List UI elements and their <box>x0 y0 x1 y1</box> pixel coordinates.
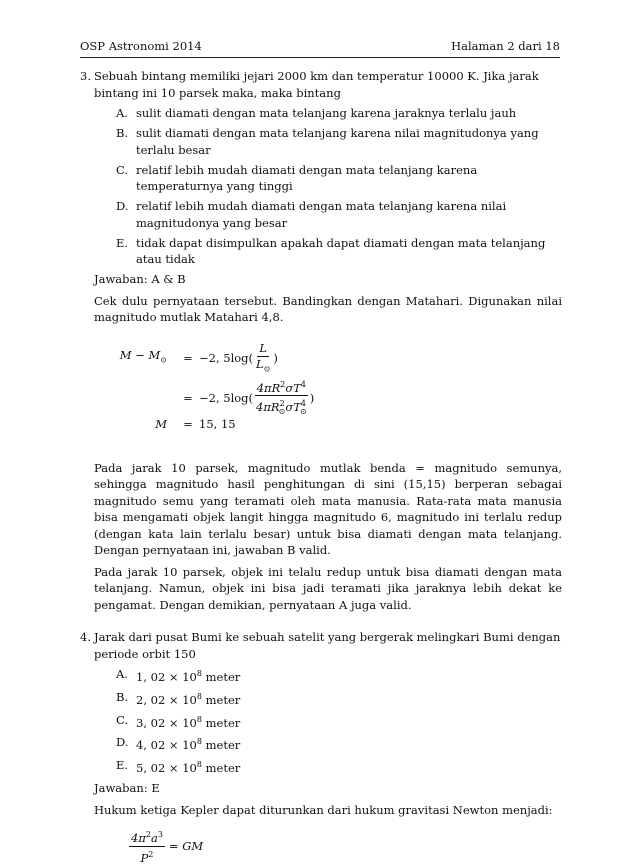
fraction: $\frac{4\pi R^2\sigma T^4}{4\pi R^2_⊙\sigma T^4_⊙}$ <box>256 379 307 417</box>
equation-row-3 <box>94 416 236 433</box>
option-b <box>116 689 562 708</box>
option-label: E. <box>116 235 129 250</box>
option-text: 4, $02 \times 10^8$ meter <box>136 737 241 753</box>
option-label: B. <box>116 126 129 140</box>
option-label: B. <box>116 689 129 704</box>
option-d <box>116 198 562 231</box>
option-label: A. <box>116 106 128 120</box>
equation-row-1 <box>94 342 278 375</box>
answer-line: Jawaban: A & B <box>94 272 186 286</box>
option-text: 1, $02 \times 10^8$ meter <box>136 669 241 684</box>
equals-sign: = <box>183 390 193 405</box>
equation-block <box>94 342 562 442</box>
problem-question: Jarak dari pusat Bumi ke sebuah satelit yang bergerak melingkari Bumi dengan periode orbit 150 <box>94 630 561 661</box>
problem-number: 3. <box>80 69 91 83</box>
option-c <box>116 712 562 731</box>
option-d <box>116 734 562 753</box>
problem-question: Sebuah bintang memiliki jejari 2000 km dan temperatur 10000 K. Jika jarak bintang ini 10 parsek maka, maka bintang <box>94 69 539 100</box>
option-c <box>116 162 562 195</box>
option-text: 5, $02 \times 10^8$ meter <box>136 760 241 776</box>
header-title: OSP Astronomi 2014 <box>80 39 202 53</box>
equation-rhs: −2, 5log( $\frac{L}{L_⊙}$ ) <box>199 340 278 373</box>
answer-line: Jawaban: E <box>94 781 160 796</box>
solution-paragraph-2: Pada jarak 10 parsek, objek ini telalu redup untuk bisa diamati dengan mata telanjang. Namun, objek ini bisa jadi teramati jika jaraknya lebih dekat ke pengamat. Dengan demikian, pernyataan A juga valid. <box>94 564 562 612</box>
equation-lhs: M <box>155 416 167 431</box>
header-page-number: Halaman 2 dari 18 <box>451 39 560 53</box>
problem-4 <box>80 629 562 865</box>
fraction: $\frac{4\pi^2a^3}{P^2}$ <box>131 830 163 865</box>
option-text: 2, $02 \times 10^8$ meter <box>136 691 241 707</box>
option-label: C. <box>116 712 129 727</box>
option-text: sulit diamati dengan mata telanjang karena jaraknya terlalu jauh <box>136 106 517 120</box>
page-header <box>80 39 560 53</box>
option-e <box>116 757 562 776</box>
problem-3 <box>80 68 562 613</box>
option-a <box>116 666 562 685</box>
page-body <box>80 68 562 865</box>
fraction: $\frac{L}{L_⊙}$ <box>256 340 271 373</box>
equation-row-2 <box>94 378 314 419</box>
header-rule <box>80 57 560 58</box>
option-text: relatif lebih mudah diamati dengan mata telanjang karena temperaturnya yang tinggi <box>136 162 478 193</box>
equation-rhs: 15, 15 <box>199 416 236 431</box>
options-list <box>116 105 562 268</box>
option-label: D. <box>116 199 129 213</box>
equals-sign: = <box>183 416 193 431</box>
equation-lhs: $M - M_⊙$ <box>119 348 167 365</box>
option-label: E. <box>116 758 129 773</box>
solution-paragraph-1: Pada jarak 10 parsek, magnitudo mutlak benda = magnitudo semunya, sehingga magnitudo hasil penghitungan di sini (15,15) berperan sebagai magnitudo semu yang teramati oleh mata manusia. Rata-rata mata manusia bisa mengamati objek langit hingga magnitudo 6, magnitudo ini terlalu redup (dengan kata lain terlalu besar) untuk bisa diamati dengan mata telanjang. Dengan pernyataan ini, jawaban B valid. <box>94 460 562 557</box>
option-b <box>116 125 562 158</box>
equation-rhs: −2, 5log( $\frac{4\pi R^2\sigma T^4}{4\pi R^2_⊙\sigma T^4_⊙}$ ) <box>199 379 315 417</box>
options-list <box>116 666 562 777</box>
option-label: A. <box>116 667 128 681</box>
option-e <box>116 235 562 268</box>
option-text: relatif lebih mudah diamati dengan mata telanjang karena nilai magnitudonya yang besar <box>136 199 507 230</box>
kepler-equation <box>128 828 562 865</box>
equals-sign: = <box>183 350 193 365</box>
option-label: C. <box>116 162 129 177</box>
problem-number: 4. <box>80 630 91 644</box>
solution-intro: Cek dulu pernyataan tersebut. Bandingkan dengan Matahari. Digunakan nilai magnitudo mutlak Matahari 4,8. <box>94 293 562 324</box>
solution-paragraph-1: Hukum ketiga Kepler dapat diturunkan dari hukum gravitasi Newton menjadi: <box>94 802 553 817</box>
option-label: D. <box>116 735 129 750</box>
equation-rhs: = GM <box>168 839 204 854</box>
option-text: 3, $02 \times 10^8$ meter <box>136 714 241 730</box>
option-a <box>116 105 562 122</box>
option-text: sulit diamati dengan mata telanjang karena nilai magnitudonya yang terlalu besar <box>136 126 539 157</box>
option-text: tidak dapat disimpulkan apakah dapat diamati dengan mata telanjang atau tidak <box>136 235 546 266</box>
